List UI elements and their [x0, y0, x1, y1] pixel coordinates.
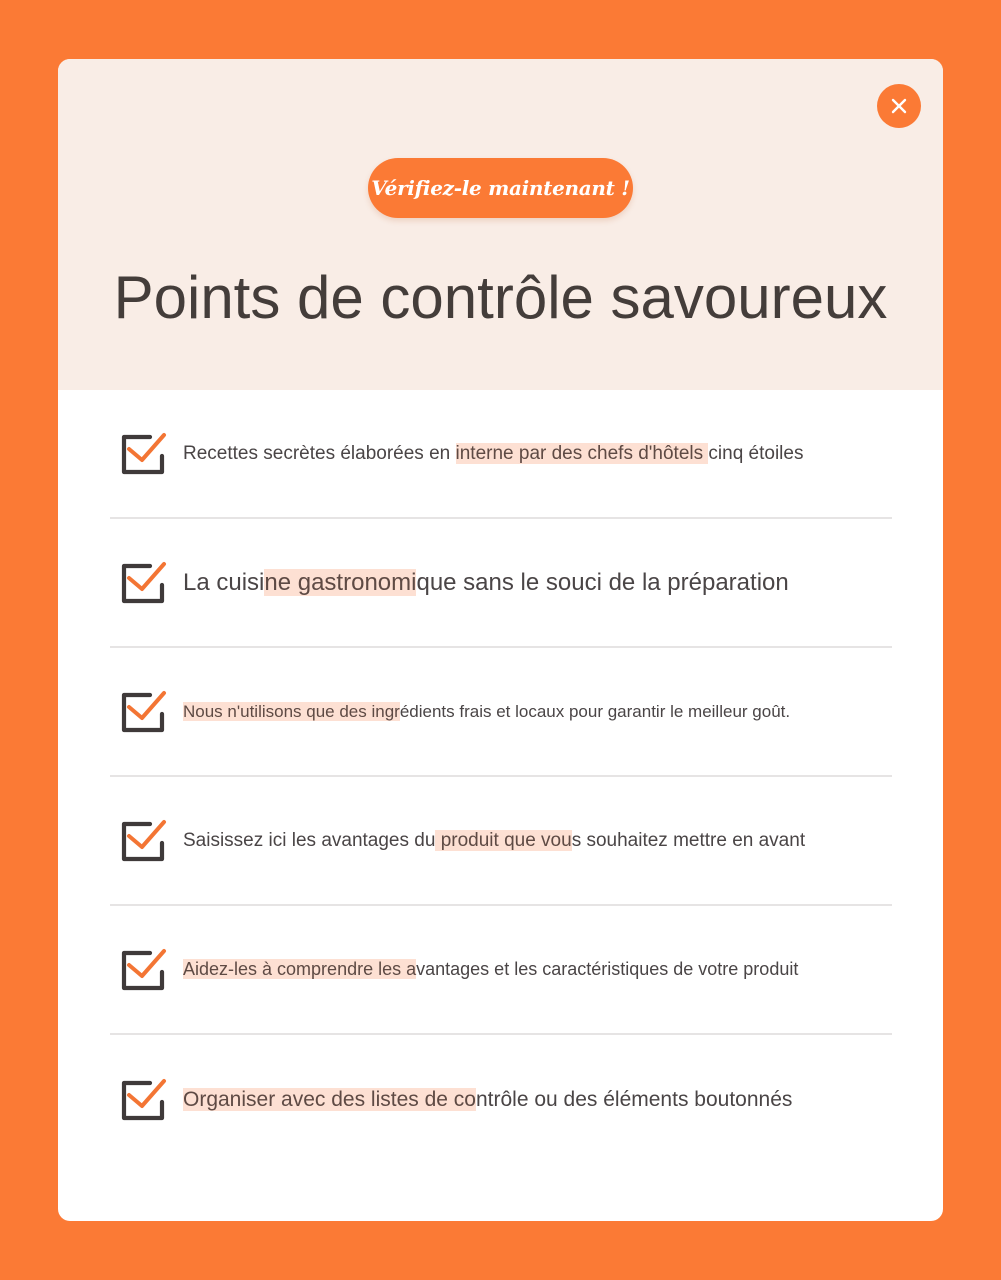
- text-highlight: Nous n'utilisons que des ingr: [183, 701, 400, 721]
- check-it-now-button[interactable]: Vérifiez-le maintenant !: [368, 158, 633, 218]
- text-plain: s souhaitez mettre en avant: [571, 829, 806, 851]
- text-highlight: interne par des chefs d'hôtels: [455, 442, 709, 464]
- checkbox-checked-icon: [120, 432, 168, 476]
- text-highlight: ne gastronomi: [264, 568, 417, 596]
- text-plain: Saisissez ici les avantages du: [183, 829, 436, 851]
- modal-header: [58, 59, 943, 390]
- checklist-item-text: [183, 443, 803, 465]
- text-highlight: produit que vou: [435, 829, 572, 851]
- text-highlight: Aidez-les à comprendre les a: [183, 959, 417, 979]
- checklist-item-text: [183, 830, 805, 852]
- close-button[interactable]: [877, 84, 921, 128]
- checklist-item-text: [183, 959, 798, 980]
- text-plain: vantages et les caractéristiques de votre produit: [416, 959, 799, 979]
- checkbox-checked-icon: [120, 819, 168, 863]
- text-highlight: Organiser avec des listes de co: [183, 1087, 476, 1111]
- text-plain: que sans le souci de la préparation: [416, 568, 789, 596]
- checklist: [110, 390, 892, 1164]
- checklist-item-text: [183, 569, 789, 597]
- checklist-item: [110, 906, 892, 1035]
- checkbox-checked-icon: [120, 561, 168, 605]
- checklist-item: [110, 648, 892, 777]
- page-title: Points de contrôle savoureux: [113, 264, 888, 331]
- text-plain: cinq étoiles: [708, 442, 804, 464]
- text-plain: Recettes secrètes élaborées en: [183, 442, 456, 464]
- checklist-item-text: [183, 1088, 792, 1112]
- checkbox-checked-icon: [120, 948, 168, 992]
- text-plain: édients frais et locaux pour garantir le meilleur goût.: [399, 701, 791, 721]
- checklist-item-text: [183, 702, 790, 722]
- checklist-item: [110, 390, 892, 519]
- checklist-item: [110, 777, 892, 906]
- checklist-modal: [58, 59, 943, 1221]
- checkbox-checked-icon: [120, 690, 168, 734]
- checklist-item: [110, 1035, 892, 1164]
- text-plain: ntrôle ou des éléments boutonnés: [475, 1087, 793, 1111]
- checkbox-checked-icon: [120, 1078, 168, 1122]
- checklist-item: [110, 519, 892, 648]
- text-plain: La cuisi: [183, 568, 265, 596]
- close-icon: [890, 97, 908, 115]
